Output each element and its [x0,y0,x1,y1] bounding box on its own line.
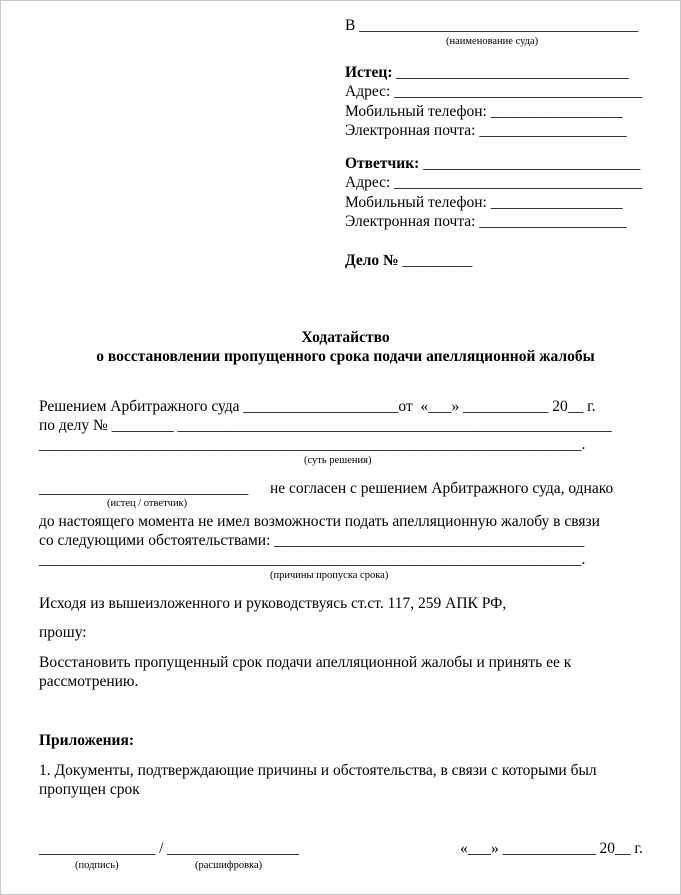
plaintiff-label: Истец: [345,64,393,81]
caption-reasons: (причины пропуска срока) [270,570,389,581]
defendant-address: Адрес: ________________________________ [345,174,643,191]
body-p2-line1: не согласен с решением Арбитражного суда, однако [270,480,614,497]
document-title: Ходатайство [301,329,390,346]
body-p5-line2: рассмотрению. [39,673,139,690]
plaintiff-phone: Мобильный телефон: _________________ [345,103,623,120]
body-p2-blank: ___________________________ [39,480,249,497]
signature-date: «___» ____________ 20__ г. [460,840,643,857]
case-number-line [345,251,472,270]
caption-decoding: (расшифровка) [195,860,263,871]
defendant-name-blank: ____________________________ [419,155,641,172]
case-label: Дело № [345,252,399,269]
attachment-item1-line1: 1. Документы, подтверждающие причины и обстоятельства, в связи с которыми был [39,762,597,779]
caption-party: (истец / ответчик) [107,498,188,509]
defendant-email: Электронная почта: ___________________ [345,213,627,230]
plaintiff-address: Адрес: ________________________________ [345,83,643,100]
body-p1-line1: Решением Арбитражного суда ____________________от «___» ___________ 20__ г. [39,398,596,415]
defendant-label: Ответчик: [345,155,420,172]
body-p1-line2: по делу № ________ ________________________________________________________ [39,417,612,434]
attachment-item1-line2: пропущен срок [39,781,140,798]
signature-line: _______________ / _________________ [39,840,300,857]
defendant-phone: Мобильный телефон: _________________ [345,194,623,211]
plaintiff-email: Электронная почта: ___________________ [345,122,627,139]
body-p5-line1: Восстановить пропущенный срок подачи апелляционной жалобы и принять ее к [39,654,572,671]
attachments-heading: Приложения: [39,732,134,749]
case-blank: _________ [398,252,473,269]
body-p4: прошу: [39,624,87,641]
document-subtitle: о восстановлении пропущенного срока подачи апелляционной жалобы [96,348,595,365]
plaintiff-line [345,63,629,82]
defendant-line [345,154,640,173]
caption-signature: (подпись) [75,860,119,871]
caption-decision: (суть решения) [304,455,372,466]
plaintiff-name-blank: ______________________________ [392,64,629,81]
body-p2-line3: со следующими обстоятельствами: ________________________________________ [39,532,585,549]
court-caption: (наименование суда) [446,36,539,47]
body-p1-line3: ______________________________________________________________________. [39,436,586,453]
court-line: В ____________________________________ [345,17,639,34]
body-p2-line4: ______________________________________________________________________. [39,551,586,568]
body-p2-line2: до настоящего момента не имел возможности подать апелляционную жалобу в связи [39,513,600,530]
body-p3: Исходя из вышеизложенного и руководствуясь ст.ст. 117, 259 АПК РФ, [39,595,507,612]
